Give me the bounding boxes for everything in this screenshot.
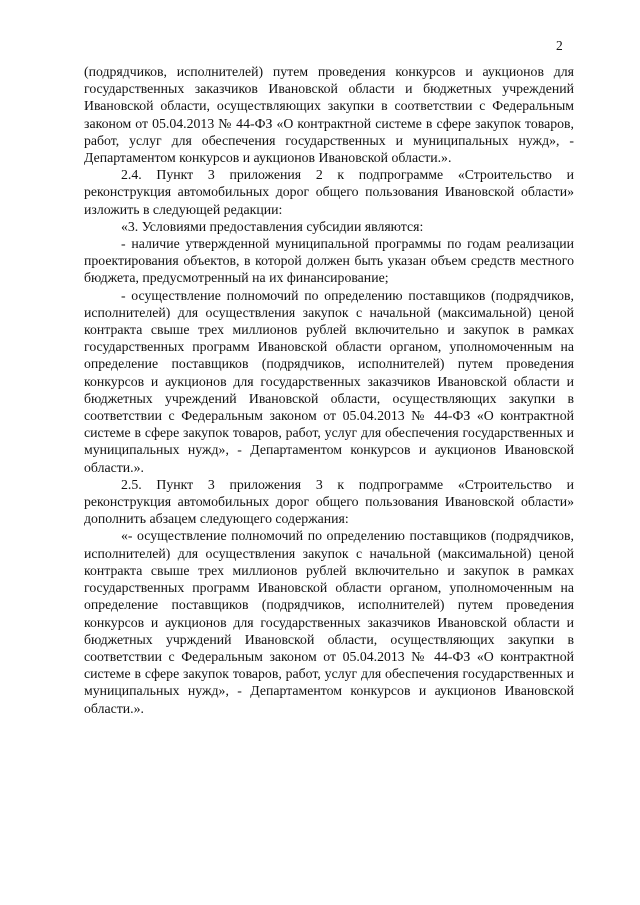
page-number: 2 xyxy=(556,38,563,53)
paragraph-item-2-5: 2.5. Пункт 3 приложения 3 к подпрограмме «Строительство и реконструкция автомобильных дорог общего пользования Ивановской области» дополнить абзацем следующего содержания: xyxy=(84,476,574,527)
paragraph-added-clause: «- осуществление полномочий по определению поставщиков (подрядчиков, исполнителей) для осуществления закупок с начальной (максимальной) ценой контракта свыше трех миллионов рублей включительно и закупок в рамках государственных программ Ивановской области органом, уполномоченным на определение поставщиков (подрядчиков, исполнителей) путем проведения конкурсов и аукционов для государственных заказчиков Ивановской области и бюджетных учрждений Ивановской области, осуществляющих закупки в соответствии с Федеральным законом от 05.04.2013 № 44-ФЗ «О контрактной системе в сфере закупок товаров, работ, услуг для обеспечения государственных и муниципальных нужд», - Департаментом конкурсов и аукционов Ивановской области.». xyxy=(84,528,574,716)
paragraph-condition-procurement: - осуществление полномочий по определению поставщиков (подрядчиков, исполнителей) для осуществления закупок с начальной (максимальной) ценой контракта свыше трех миллионов рублей включительно и закупок в рамках государственных программ Ивановской области органом, уполномоченным на определение поставщиков (подрядчиков, исполнителей) путем проведения конкурсов и аукционов для государственных заказчиков Ивановской области и бюджетных учреждений Ивановской области, осуществляющих закупки в соответствии с Федеральным законом от 05.04.2013 № 44-ФЗ «О контрактной системе в сфере закупок товаров, работ, услуг для обеспечения государственных и муниципальных нужд», - Департаментом конкурсов и аукционов Ивановской области.». xyxy=(84,287,574,475)
paragraph-item-2-4: 2.4. Пункт 3 приложения 2 к подпрограмме «Строительство и реконструкция автомобильных дорог общего пользования Ивановской области» изложить в следующей редакции: xyxy=(84,167,574,217)
paragraph-subsidy-conditions: «3. Условиями предоставления субсидии являются: xyxy=(121,218,424,234)
paragraph-condition-program: - наличие утвержденной муниципальной программы по годам реализации проектирования объектов, в которой должен быть указан объем средств местного бюджета, предусмотренный на их финансирование; xyxy=(84,236,574,286)
paragraph-continuation: (подрядчиков, исполнителей) путем проведения конкурсов и аукционов для государственных заказчиков Ивановской области и бюджетных учреждений Ивановской области, осуществляющих закупки в соответствии с Федеральным законом от 05.04.2013 № 44-ФЗ «О контрактной системе в сфере закупок товаров, работ, услуг для обеспечения государственных и муниципальных нужд», - Департаментом конкурсов и аукционов Ивановской области.». xyxy=(84,64,574,166)
document-body xyxy=(84,63,574,717)
